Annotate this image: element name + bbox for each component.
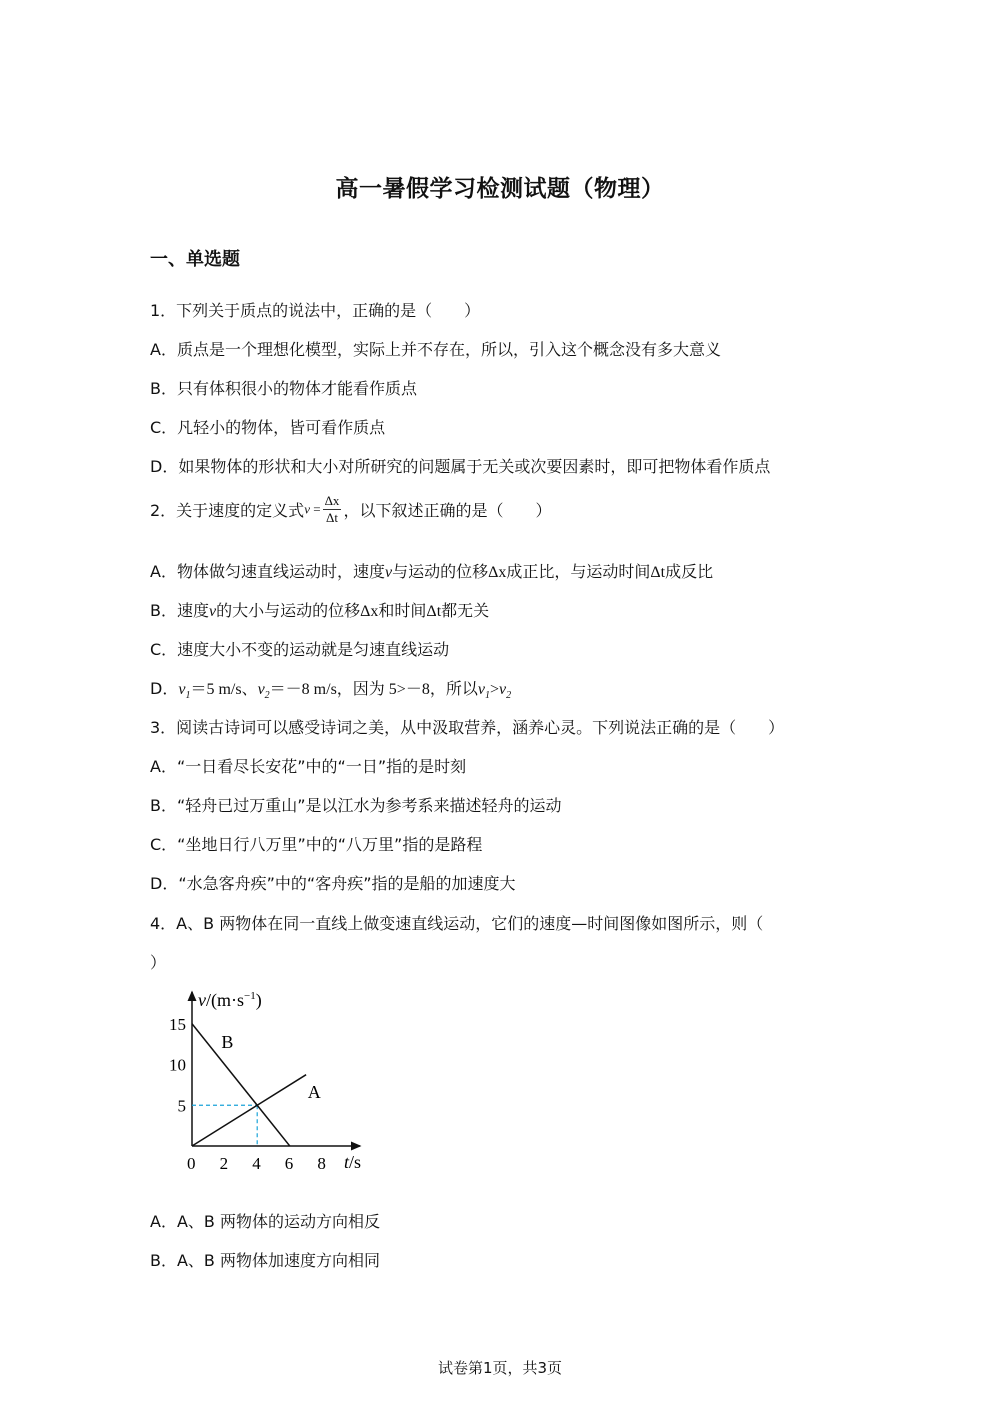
x-axis-label-unit: /s — [349, 1152, 362, 1172]
q2-d-s3: 1 — [484, 690, 490, 702]
q2-d-pre: D． — [150, 679, 179, 698]
q2-d-v2: v — [257, 681, 265, 698]
q2-a-pre: A．物体做匀速直线运动时，速度 — [150, 562, 385, 581]
q2-b-pre: B．速度 — [150, 601, 209, 620]
x-tick-label: 2 — [219, 1154, 229, 1173]
q2-a-mid1: 与运动的位移 — [392, 562, 489, 581]
q2-a-mid2: 成正比，与运动时间 — [506, 562, 651, 581]
q2-d-mid1: ＝5 m/s、 — [190, 681, 258, 698]
series-line-a — [192, 1075, 306, 1146]
q1-option-a: A．质点是一个理想化模型，实际上并不存在，所以，引入这个概念没有多大意义 — [150, 340, 721, 359]
x-tick-label: 4 — [252, 1154, 261, 1173]
q4-stem-line2: ） — [150, 953, 167, 972]
q3-option-c: C．“坐地日行八万里”中的“八万里”指的是路程 — [150, 835, 483, 854]
x-tick-label: 6 — [284, 1154, 294, 1173]
y-tick-label: 15 — [169, 1014, 186, 1034]
section-heading: 一、单选题 — [150, 249, 240, 270]
q2-option-a — [150, 559, 713, 582]
q2-formula-fraction — [323, 493, 342, 526]
q2-option-b — [150, 598, 489, 621]
page-footer: 试卷第1页，共3页 — [437, 1359, 563, 1377]
q1-option-d: D．如果物体的形状和大小对所研究的问题属于无关或次要因素时，即可把物体看作质点 — [150, 457, 771, 476]
x-axis-label-var: t — [344, 1152, 350, 1172]
q4-stem-line1: 4．A、B 两物体在同一直线上做变速直线运动，它们的速度—时间图像如图所示，则（ — [150, 914, 764, 933]
q4-option-a: A．A、B 两物体的运动方向相反 — [150, 1212, 380, 1231]
q2-stem-pre: 2．关于速度的定义式 — [150, 501, 305, 520]
q2-formula-den: Δt — [326, 510, 338, 525]
y-axis-label-close: ) — [255, 990, 262, 1010]
x-tick-label: 0 — [187, 1154, 196, 1173]
q2-formula-eq: = — [309, 501, 321, 517]
q2-a-dt: Δt — [650, 564, 666, 581]
q2-formula-num: Δx — [324, 493, 340, 508]
q2-d-mid2: ＝－8 m/s，因为 5>－8，所以 — [269, 681, 478, 698]
q2-formula-v: v — [304, 501, 310, 517]
x-axis-label — [344, 1152, 361, 1172]
q2-d-v4: v — [498, 681, 507, 698]
series-label-a: A — [307, 1081, 321, 1102]
q2-a-post: 成反比 — [665, 562, 714, 581]
y-tick-label: 5 — [177, 1096, 186, 1116]
q3-stem: 3．阅读古诗词可以感受诗词之美，从中汲取营养，涵养心灵。下列说法正确的是（ ） — [150, 718, 785, 737]
q3-option-d: D．“水急客舟疾”中的“客舟疾”指的是船的加速度大 — [150, 874, 516, 893]
q2-option-c: C．速度大小不变的运动就是匀速直线运动 — [150, 640, 450, 659]
page-title: 高一暑假学习检测试题（物理） — [335, 176, 665, 202]
x-tick-label: 8 — [317, 1154, 326, 1173]
q2-stem — [150, 493, 551, 526]
series-line-b — [192, 1024, 290, 1146]
q2-a-v: v — [384, 564, 393, 581]
q1-option-c: C．凡轻小的物体，皆可看作质点 — [150, 418, 386, 437]
vt-chart — [150, 980, 380, 1180]
q2-d-s1: 1 — [185, 690, 191, 702]
y-axis-label-var: v — [198, 990, 206, 1010]
q2-d-v3: v — [477, 681, 485, 698]
y-tick-label: 10 — [169, 1055, 186, 1075]
q2-d-v1: v — [178, 681, 186, 698]
q2-b-post: 都无关 — [441, 601, 490, 620]
q3-option-a: A．“一日看尽长安花”中的“一日”指的是时刻 — [150, 757, 467, 776]
q2-b-v: v — [208, 603, 217, 620]
y-axis-label-unit: /(m·s — [206, 990, 244, 1010]
y-axis-label — [198, 990, 262, 1011]
q2-a-dx: Δx — [488, 564, 507, 581]
q4-option-b: B．A、B 两物体加速度方向相同 — [150, 1251, 380, 1270]
q1-stem: 1．下列关于质点的说法中，正确的是（ ） — [150, 301, 481, 320]
q2-d-s4: 2 — [506, 690, 512, 702]
q2-stem-post: ，以下叙述正确的是（ ） — [343, 501, 552, 520]
q2-d-s2: 2 — [264, 690, 270, 702]
y-axis-label-exp: −1 — [244, 990, 256, 1002]
q1-option-b: B．只有体积很小的物体才能看作质点 — [150, 379, 417, 398]
series-label-b: B — [221, 1032, 234, 1053]
q2-b-dt: Δt — [426, 603, 442, 620]
q2-b-dx: Δx — [360, 603, 379, 620]
q3-option-b: B．“轻舟已过万重山”是以江水为参考系来描述轻舟的运动 — [150, 796, 562, 815]
q2-b-mid2: 和时间 — [378, 601, 427, 620]
q2-b-mid1: 的大小与运动的位移 — [216, 601, 361, 620]
q2-option-d — [150, 676, 511, 701]
q2-d-gt: > — [489, 681, 499, 698]
